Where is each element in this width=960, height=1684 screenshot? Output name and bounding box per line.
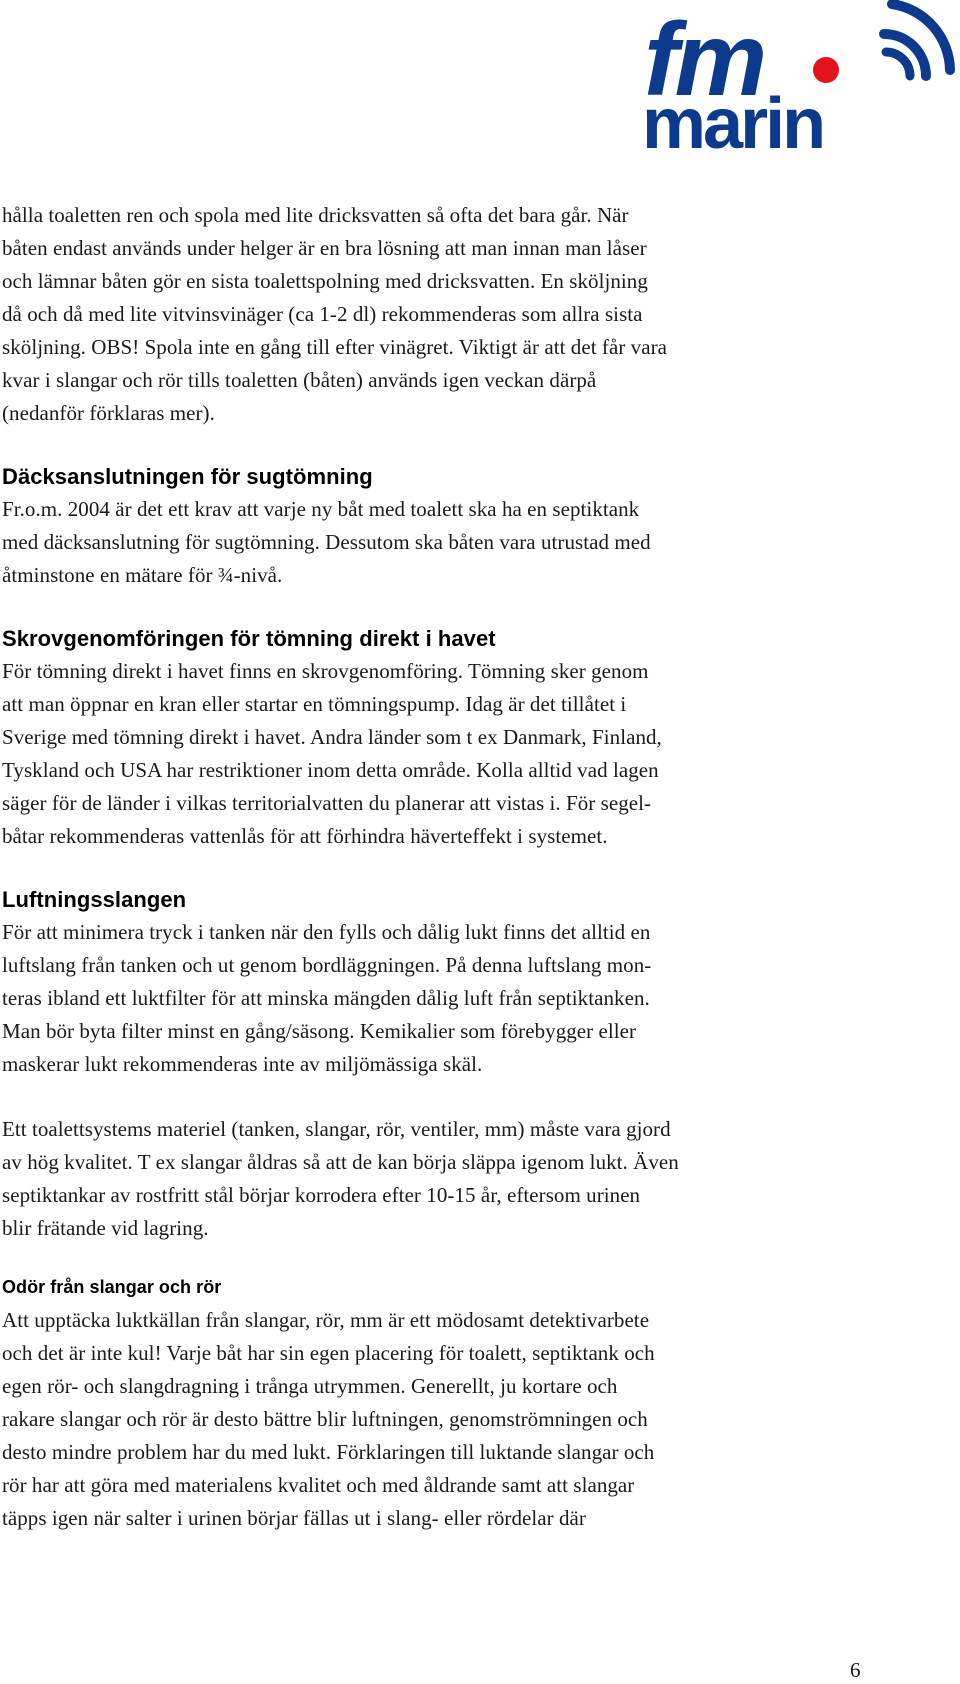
- spacer: [0, 853, 960, 883]
- materials-paragraph: [0, 1113, 960, 1245]
- text-line: septiktankar av rostfritt stål börjar korrodera efter 10-15 år, eftersom urinen: [2, 1183, 641, 1207]
- spacer: [0, 430, 960, 460]
- text-line: desto mindre problem har du med lukt. Förklaringen till luktande slangar och: [2, 1440, 655, 1464]
- page-number: 6: [850, 1658, 861, 1682]
- spacer: [0, 1245, 960, 1271]
- text-line: (nedanför förklaras mer).: [2, 401, 215, 425]
- text-line: Att upptäcka luktkällan från slangar, rör, mm är ett mödosamt detektivarbete: [2, 1308, 650, 1332]
- text-line: båtar rekommenderas vattenlås för att förhindra häverteffekt i systemet.: [2, 824, 608, 848]
- text-line: maskerar lukt rekommenderas inte av miljömässiga skäl.: [2, 1052, 483, 1076]
- text-line: blir frätande vid lagring.: [2, 1216, 209, 1240]
- text-line: täpps igen när salter i urinen börjar fällas ut i slang- eller rördelar där: [2, 1506, 586, 1530]
- logo-marin-text: marin: [642, 84, 824, 164]
- text-line: För att minimera tryck i tanken när den fylls och dålig lukt finns det alltid en: [2, 920, 651, 944]
- text-line: Sverige med tömning direkt i havet. Andra länder som t ex Danmark, Finland,: [2, 725, 662, 749]
- text-line: hålla toaletten ren och spola med lite dricksvatten så ofta det bara går. När: [2, 203, 629, 227]
- text-line: Ett toalettsystems materiel (tanken, slangar, rör, ventiler, mm) måste vara gjord: [2, 1117, 671, 1141]
- heading-odor: Odör från slangar och rör: [2, 1277, 222, 1297]
- deck-paragraph: [0, 493, 960, 592]
- heading-vent-hose: Luftningsslangen: [2, 887, 187, 912]
- spacer: [0, 1081, 960, 1113]
- text-line: och det är inte kul! Varje båt har sin egen placering för toalett, septiktank och: [2, 1341, 655, 1365]
- text-line: Tyskland och USA har restriktioner inom detta område. Kolla alltid vad lagen: [2, 758, 659, 782]
- document-body: [0, 199, 960, 1535]
- text-line: För tömning direkt i havet finns en skrovgenomföring. Tömning sker genom: [2, 659, 649, 683]
- text-line: rakare slangar och rör är desto bättre blir luftningen, genomströmningen och: [2, 1407, 648, 1431]
- text-line: Fr.o.m. 2004 är det ett krav att varje ny båt med toalett ska ha en septiktank: [2, 497, 640, 521]
- vent-paragraph: [0, 916, 960, 1081]
- heading-hull-fitting: Skrovgenomföringen för tömning direkt i havet: [2, 626, 496, 651]
- text-line: med däcksanslutning för sugtömning. Dessutom ska båten vara utrustad med: [2, 530, 651, 554]
- hull-paragraph: [0, 655, 960, 853]
- text-line: luftslang från tanken och ut genom bordläggningen. På denna luftslang mon-: [2, 953, 652, 977]
- text-line: kvar i slangar och rör tills toaletten (båten) används igen veckan därpå: [2, 368, 597, 392]
- red-dot-icon: [813, 57, 839, 83]
- text-line: rör har att göra med materialens kvalitet och med åldrande samt att slangar: [2, 1473, 635, 1497]
- text-line: egen rör- och slangdragning i trånga utrymmen. Generellt, ju kortare och: [2, 1374, 618, 1398]
- signal-arc-inner-icon: [886, 52, 910, 76]
- text-line: båten endast används under helger är en bra lösning att man innan man låser: [2, 236, 647, 260]
- text-line: åtminstone en mätare för ¾-nivå.: [2, 563, 283, 587]
- logo-fm-text: fm: [644, 2, 764, 118]
- intro-paragraph: [0, 199, 960, 430]
- text-line: Man bör byta filter minst en gång/säsong. Kemikalier som förebygger eller: [2, 1019, 637, 1043]
- text-line: sköljning. OBS! Spola inte en gång till efter vinägret. Viktigt är att det får vara: [2, 335, 668, 359]
- fm-marin-logo: [642, 0, 956, 164]
- heading-deck-connection: Däcksanslutningen för sugtömning: [2, 464, 373, 489]
- text-line: då och då med lite vitvinsvinäger (ca 1-2 dl) rekommenderas som allra sista: [2, 302, 643, 326]
- text-line: att man öppnar en kran eller startar en tömningspump. Idag är det tillåtet i: [2, 692, 627, 716]
- odor-paragraph: [0, 1304, 960, 1535]
- text-line: och lämnar båten gör en sista toalettspolning med dricksvatten. En sköljning: [2, 269, 648, 293]
- spacer: [0, 592, 960, 622]
- text-line: av hög kvalitet. T ex slangar åldras så att de kan börja släppa igenom lukt. Även: [2, 1150, 679, 1174]
- text-line: teras ibland ett luktfilter för att minska mängden dålig luft från septiktanken.: [2, 986, 650, 1010]
- fm-marin-logo-graphic: [642, 0, 956, 164]
- text-line: säger för de länder i vilkas territorialvatten du planerar att vistas i. För segel-: [2, 791, 652, 815]
